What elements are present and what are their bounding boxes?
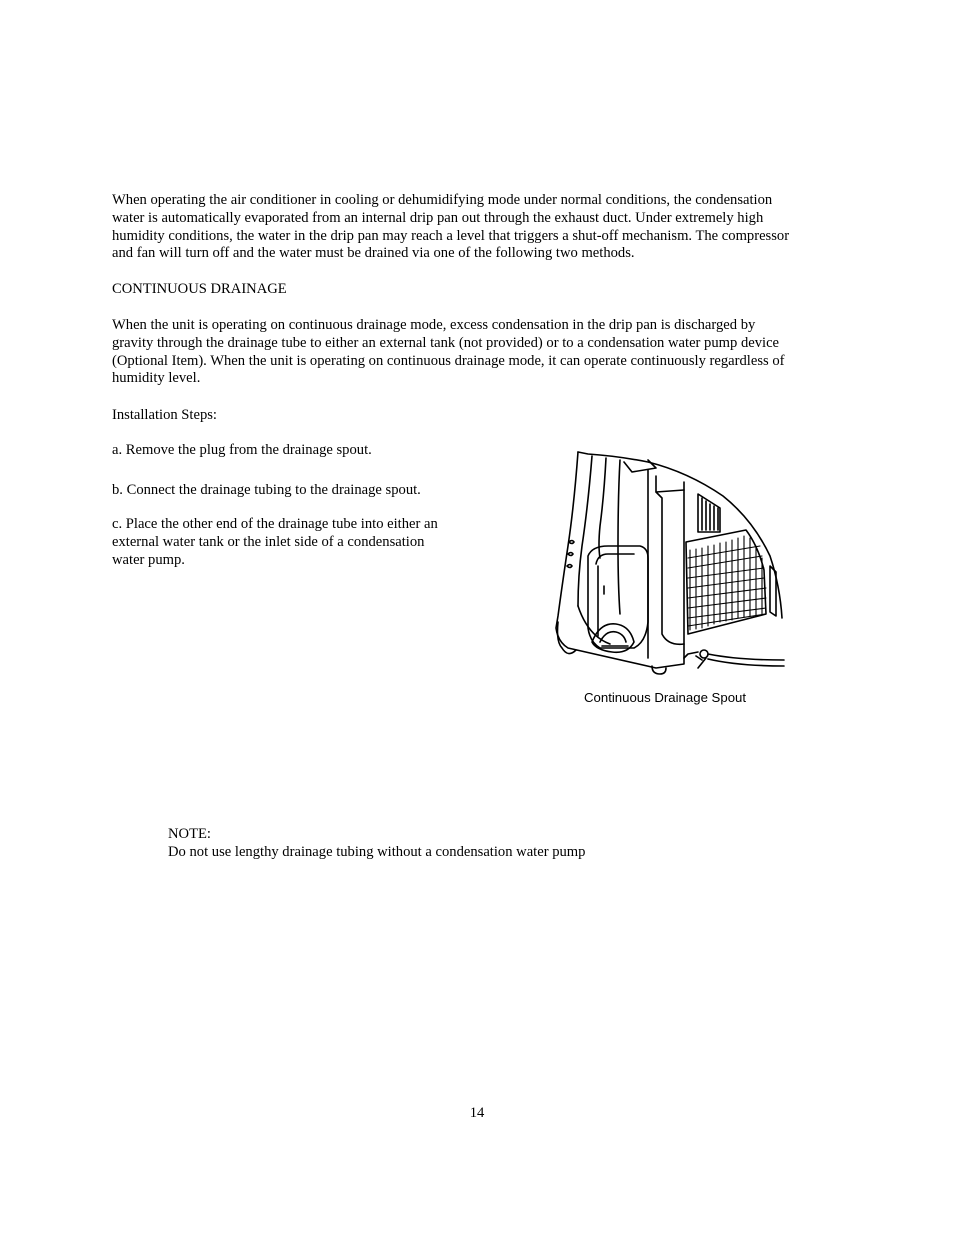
continuous-line: gravity through the drainage tube to either an external tank (not provided) or to a condensation water pump device	[112, 334, 780, 351]
air-conditioner-drawing	[548, 446, 788, 686]
step-c-line: external water tank or the inlet side of a condensation	[112, 533, 425, 550]
step-a: a. Remove the plug from the drainage spout.	[112, 442, 372, 458]
continuous-line: humidity level.	[112, 370, 201, 387]
step-c-line: c. Place the other end of the drainage tube into either an	[112, 516, 438, 532]
continuous-line: (Optional Item). When the unit is operating on continuous drainage mode, it can operate continuously regardless of	[112, 352, 785, 369]
step-b: b. Connect the drainage tubing to the drainage spout.	[112, 482, 421, 498]
note-label: NOTE:	[168, 826, 211, 842]
step-c	[112, 516, 438, 569]
installation-steps-label: Installation Steps:	[112, 407, 217, 423]
note-block	[168, 826, 585, 862]
note-text: Do not use lengthy drainage tubing without a condensation water pump	[168, 843, 586, 860]
air-conditioner-illustration	[548, 446, 788, 711]
intro-line: When operating the air conditioner in cooling or dehumidifying mode under normal conditions, the condensation	[112, 192, 773, 208]
intro-line: water is automatically evaporated from an internal drip pan out through the exhaust duct. Under extremely high	[112, 209, 764, 226]
intro-line: and fan will turn off and the water must be drained via one of the following two methods.	[112, 245, 635, 262]
section-heading: CONTINUOUS DRAINAGE	[112, 281, 287, 297]
page-number: 14	[469, 1105, 485, 1121]
intro-paragraph	[112, 192, 789, 263]
continuous-drainage-paragraph	[112, 317, 784, 388]
figure-caption: Continuous Drainage Spout	[584, 690, 747, 705]
continuous-line: When the unit is operating on continuous drainage mode, excess condensation in the drip pan is discharged by	[112, 317, 756, 333]
intro-line: humidity conditions, the water in the drip pan may reach a level that triggers a shut-off mechanism. The compressor	[112, 227, 790, 244]
step-c-line: water pump.	[112, 551, 185, 568]
